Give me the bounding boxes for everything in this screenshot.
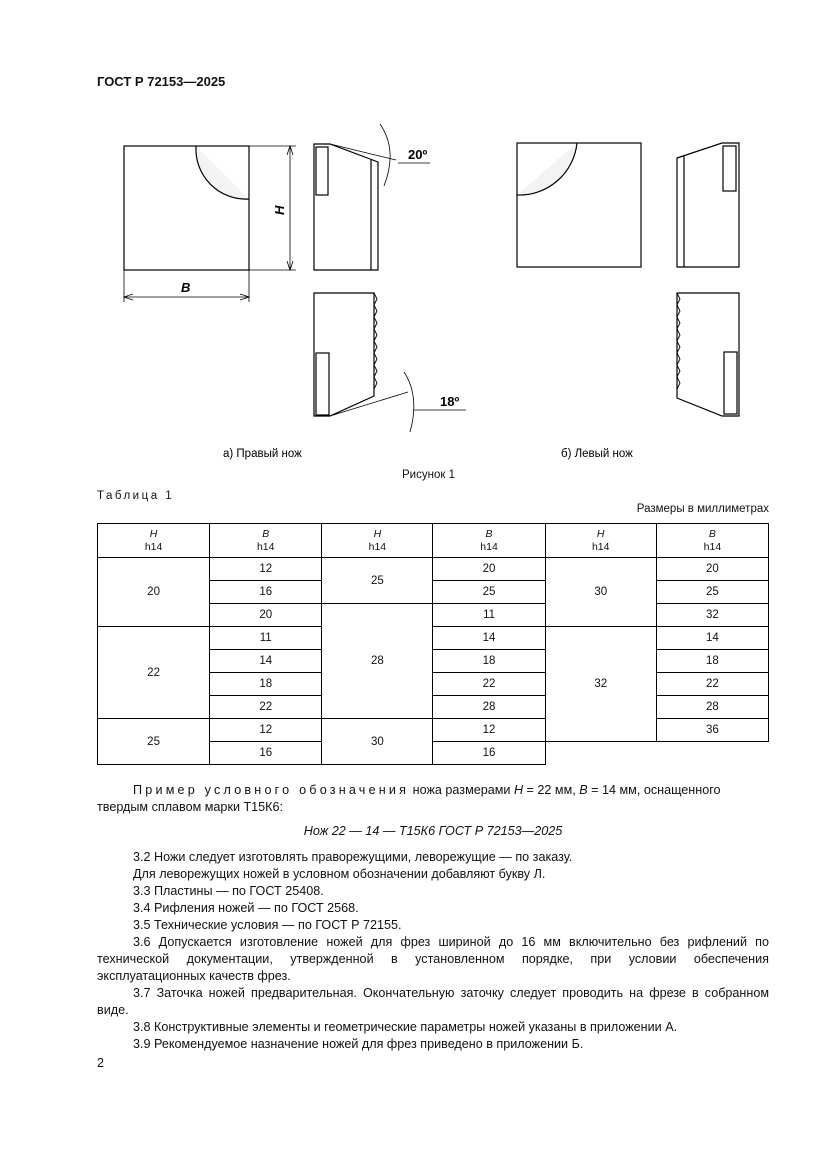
table-cell: 30 [322,719,433,765]
table-cell [545,742,656,765]
clause-3-2-note: Для леворежущих ножей в условном обозначении добавляют букву Л. [133,867,546,881]
table-cell: 20 [433,558,545,581]
table-cell: 11 [210,627,322,650]
table-cell: 16 [210,581,322,604]
angle-18-label: 18º [440,394,460,409]
table-cell: 25 [98,719,210,765]
clause-3-5: 3.5 Технические условия — по ГОСТ Р 72155. [133,918,402,932]
table-cell: 20 [656,558,768,581]
caption-left-knife: б) Левый нож [561,448,633,460]
table-cell: 36 [656,719,768,742]
clause-3-7: 3.7 Заточка ножей предварительная. Окончательную заточку следует проводить на фрезе в собранном виде. [97,986,769,1017]
example-paragraph: Пример условного обозначения ножа размерами H = 22 мм, B = 14 мм, оснащенного твердым сплавом марки Т15К6: [97,783,721,814]
table-cell: 14 [433,627,545,650]
table-cell: 22 [433,673,545,696]
page-number: 2 [97,1056,104,1070]
table-cell: 25 [433,581,545,604]
table-header-row [98,524,769,558]
left-knife-insert [517,143,577,195]
table-cell: 12 [210,719,322,742]
table-units: Размеры в миллиметрах [636,503,769,515]
table-cell: 30 [545,558,656,627]
right-knife-main-view [124,146,249,270]
table-cell: B h14 [656,524,768,558]
clause-3-6: 3.6 Допускается изготовление ножей для фрез шириной до 16 мм включительно без рифлений по технической документации, утвержденной в установленном порядке, при условии обеспечения эксплуатационных качеств фрез. [97,935,769,983]
table-cell: 18 [433,650,545,673]
table-cell: 22 [656,673,768,696]
dim-B-label: B [181,280,191,295]
table-cell: 32 [545,627,656,742]
dimensions-table [97,523,769,765]
table-cell: 32 [656,604,768,627]
table-cell: 12 [210,558,322,581]
clause-3-9: 3.9 Рекомендуемое назначение ножей для фрез приведено в приложении Б. [133,1037,584,1051]
table-cell: H h14 [98,524,210,558]
document-code: ГОСТ Р 72153—2025 [97,74,226,89]
table-cell: H h14 [322,524,433,558]
figure-title: Рисунок 1 [402,469,455,481]
table-cell: 22 [210,696,322,719]
table-cell: 18 [210,673,322,696]
table-row [98,558,769,581]
left-knife-side-view-top [677,143,739,267]
table-cell: 14 [656,627,768,650]
table-cell: 25 [322,558,433,604]
clause-3-2: 3.2 Ножи следует изготовлять праворежущими, леворежущие — по заказу. [133,850,573,864]
caption-right-knife: а) Правый нож [223,448,302,460]
table-cell: 22 [98,627,210,719]
table-row [98,719,769,742]
angle-20-label: 20º [408,147,428,162]
table-cell: 20 [98,558,210,627]
table-title: Таблица 1 [97,490,175,502]
clause-3-3: 3.3 Пластины — по ГОСТ 25408. [133,884,324,898]
left-knife-main-view [517,143,641,267]
table-cell: B h14 [210,524,322,558]
table-cell [656,742,768,765]
table-cell: 28 [322,604,433,719]
table-cell: 18 [656,650,768,673]
table-cell: 12 [433,719,545,742]
figure-1-drawing [0,0,827,470]
table-cell: 25 [656,581,768,604]
right-knife-insert [196,146,249,199]
right-knife-side-view-top [314,144,378,270]
designation-example: Нож 22 — 14 — Т15К6 ГОСТ Р 72153—2025 [303,824,563,838]
table-cell: H h14 [545,524,656,558]
table-cell: 20 [210,604,322,627]
table-cell: 16 [210,742,322,765]
dim-H-label: H [272,205,287,215]
table-cell: 28 [433,696,545,719]
clause-3-4: 3.4 Рифления ножей — по ГОСТ 2568. [133,901,359,915]
table-cell: 16 [433,742,545,765]
left-knife-side-view-bottom [677,293,739,416]
clause-3-8: 3.8 Конструктивные элементы и геометрические параметры ножей указаны в приложении А. [133,1020,678,1034]
table-cell: 11 [433,604,545,627]
table-cell: 14 [210,650,322,673]
table-cell: B h14 [433,524,545,558]
table-cell: 28 [656,696,768,719]
table-row [98,627,769,650]
right-knife-side-view-bottom [314,293,374,416]
